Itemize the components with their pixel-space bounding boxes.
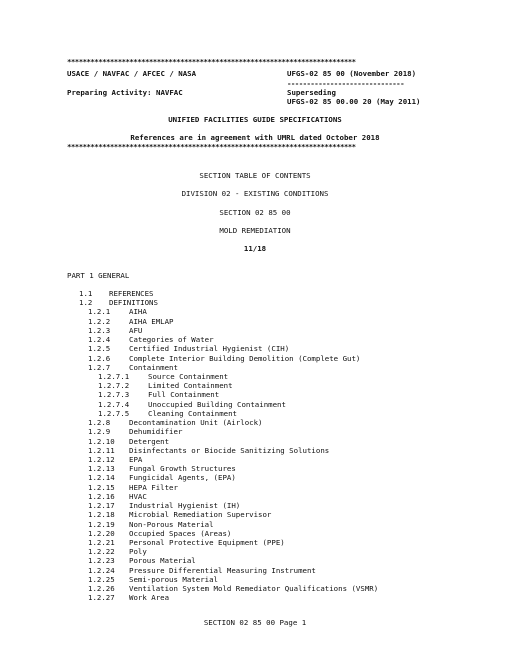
toc-item-number: 1.2.7 bbox=[88, 362, 111, 372]
toc-item-number: 1.2.9 bbox=[88, 427, 111, 437]
toc-item bbox=[98, 409, 237, 418]
toc-item bbox=[88, 556, 196, 565]
toc-item bbox=[88, 317, 174, 326]
toc-item bbox=[88, 492, 147, 501]
toc-item-title: AIHA EMLAP bbox=[129, 316, 174, 326]
page-footer: SECTION 02 85 00 Page 1 bbox=[203, 618, 307, 627]
toc-item-number: 1.2.5 bbox=[88, 344, 111, 354]
toc-item bbox=[88, 363, 178, 372]
toc-item bbox=[88, 520, 214, 529]
toc-item bbox=[88, 529, 231, 538]
toc-item bbox=[88, 455, 142, 464]
toc-item-title: HEPA Filter bbox=[129, 482, 178, 492]
section-heading: SECTION 02 85 00 bbox=[219, 208, 291, 217]
toc-item-number: 1.2.19 bbox=[88, 519, 115, 529]
toc-item bbox=[88, 501, 240, 510]
toc-item-number: 1.2.16 bbox=[88, 491, 115, 501]
toc-item bbox=[88, 584, 378, 593]
toc-item-number: 1.2.11 bbox=[88, 445, 115, 455]
toc-item bbox=[88, 446, 329, 455]
section-name: MOLD REMEDIATION bbox=[219, 226, 291, 235]
toc-item bbox=[88, 418, 263, 427]
toc-item-title: Categories of Water bbox=[129, 335, 214, 345]
toc-item bbox=[79, 298, 158, 307]
toc-item-title: Certified Industrial Hygienist (CIH) bbox=[129, 344, 290, 354]
superseded-spec: UFGS-02 85 00.00 20 (May 2011) bbox=[287, 97, 421, 106]
toc-item bbox=[88, 566, 316, 575]
toc-item-title: Industrial Hygienist (IH) bbox=[129, 501, 241, 511]
toc-item-number: 1.2 bbox=[79, 298, 93, 308]
toc-item-title: Complete Interior Building Demolition (Complete Gut) bbox=[129, 353, 361, 363]
toc-item bbox=[88, 464, 236, 473]
toc-item-number: 1.2.7.3 bbox=[98, 390, 130, 400]
toc-item bbox=[88, 538, 285, 547]
toc-item-title: Semi-porous Material bbox=[129, 574, 218, 584]
toc-item bbox=[88, 437, 169, 446]
toc-item-title: Personal Protective Equipment (PPE) bbox=[129, 537, 285, 547]
toc-item-number: 1.2.26 bbox=[88, 584, 115, 593]
part-heading: PART 1 GENERAL bbox=[67, 271, 130, 280]
toc-item-title: Full Containment bbox=[148, 390, 220, 400]
toc-item bbox=[88, 326, 142, 335]
toc-item-title: Non-Porous Material bbox=[129, 519, 214, 529]
toc-item-title: Pressure Differential Measuring Instrument bbox=[129, 565, 316, 575]
toc-item-number: 1.2.17 bbox=[88, 501, 115, 511]
toc-item-title: Unoccupied Building Containment bbox=[148, 399, 286, 409]
toc-item-title: Decontamination Unit (Airlock) bbox=[129, 418, 263, 428]
toc-item-title: Fungicidal Agents, (EPA) bbox=[129, 473, 236, 483]
toc-item-title: Work Area bbox=[129, 593, 170, 603]
toc-item-title: Occupied Spaces (Areas) bbox=[129, 528, 232, 538]
toc-item bbox=[88, 575, 218, 584]
toc-item-title: Poly bbox=[129, 547, 147, 557]
toc-item-number: 1.2.27 bbox=[88, 593, 115, 603]
toc-item bbox=[88, 483, 178, 492]
toc-item bbox=[79, 289, 154, 298]
spec-number: UFGS-02 85 00 (November 2018) bbox=[287, 69, 417, 78]
toc-item-number: 1.2.6 bbox=[88, 353, 111, 363]
toc-item-title: Porous Material bbox=[129, 556, 196, 566]
toc-item bbox=[88, 354, 360, 363]
toc-item-title: Cleaning Containment bbox=[148, 408, 237, 418]
toc-item bbox=[88, 427, 182, 436]
toc-item-number: 1.2.14 bbox=[88, 473, 115, 483]
toc-item-number: 1.2.7.2 bbox=[98, 381, 130, 391]
header-dash-rule: ------------------------------ bbox=[287, 79, 404, 88]
toc-heading: SECTION TABLE OF CONTENTS bbox=[199, 171, 311, 180]
division-heading: DIVISION 02 - EXISTING CONDITIONS bbox=[181, 189, 329, 198]
toc-item-title: Fungal Growth Structures bbox=[129, 464, 236, 474]
toc-item-title: Ventilation System Mold Remediator Qualifications (VSMR) bbox=[129, 584, 379, 593]
toc-item-title: Disinfectants or Biocide Sanitizing Solutions bbox=[129, 445, 330, 455]
toc-item-title: DEFINITIONS bbox=[109, 298, 158, 308]
toc-item-number: 1.2.21 bbox=[88, 537, 115, 547]
toc-item bbox=[88, 344, 289, 353]
toc-item-number: 1.2.7.1 bbox=[98, 372, 130, 381]
toc-item bbox=[88, 307, 147, 316]
section-date: 11/18 bbox=[243, 244, 267, 253]
toc-item bbox=[88, 593, 169, 602]
toc-item-title: Containment bbox=[129, 362, 178, 372]
toc-item bbox=[98, 400, 286, 409]
toc-item-title: Limited Containment bbox=[148, 381, 233, 391]
toc-item bbox=[98, 381, 233, 390]
toc-item bbox=[98, 390, 219, 399]
document-title: UNIFIED FACILITIES GUIDE SPECIFICATIONS bbox=[168, 115, 342, 124]
toc-item-number: 1.2.25 bbox=[88, 574, 115, 584]
toc-item-title: Detergent bbox=[129, 436, 170, 446]
toc-item-title: EPA bbox=[129, 455, 143, 464]
preparing-activity: Preparing Activity: NAVFAC bbox=[67, 88, 183, 97]
toc-item-title: AIHA bbox=[129, 307, 147, 317]
toc-item bbox=[88, 335, 214, 344]
toc-item-number: 1.2.20 bbox=[88, 528, 115, 538]
toc-item-title: HVAC bbox=[129, 491, 147, 501]
toc-item-title: AFU bbox=[129, 325, 143, 335]
agency-line: USACE / NAVFAC / AFCEC / NASA bbox=[67, 69, 197, 78]
toc-item-title: Microbial Remediation Supervisor bbox=[129, 510, 272, 520]
toc-item bbox=[88, 510, 271, 519]
toc-item-number: 1.2.13 bbox=[88, 464, 115, 474]
toc-item-number: 1.2.8 bbox=[88, 418, 111, 428]
toc-item-number: 1.2.3 bbox=[88, 325, 111, 335]
toc-item-number: 1.2.24 bbox=[88, 565, 115, 575]
toc-item-number: 1.2.7.5 bbox=[98, 408, 130, 418]
toc-item-number: 1.2.10 bbox=[88, 436, 115, 446]
superseding-label: Superseding bbox=[287, 88, 336, 97]
toc-item-number: 1.1 bbox=[79, 289, 93, 298]
toc-item-number: 1.2.7.4 bbox=[98, 399, 130, 409]
toc-item-number: 1.2.15 bbox=[88, 482, 115, 492]
toc-item bbox=[88, 547, 147, 556]
toc-item-title: Dehumidifier bbox=[129, 427, 183, 437]
toc-item-number: 1.2.12 bbox=[88, 455, 115, 464]
toc-item bbox=[98, 372, 228, 381]
toc-item-number: 1.2.18 bbox=[88, 510, 115, 520]
toc-item-title: Source Containment bbox=[148, 372, 229, 381]
references-note: References are in agreement with UMRL dated October 2018 bbox=[130, 133, 380, 142]
bottom-star-rule: ************************************************************************** bbox=[67, 142, 356, 151]
toc-item-number: 1.2.22 bbox=[88, 547, 115, 557]
toc-item-title: REFERENCES bbox=[109, 289, 154, 298]
toc-item-number: 1.2.4 bbox=[88, 335, 111, 345]
toc-item bbox=[88, 473, 236, 482]
toc-item-number: 1.2.1 bbox=[88, 307, 111, 317]
top-star-rule: ************************************************************************** bbox=[67, 57, 356, 66]
toc-item-number: 1.2.23 bbox=[88, 556, 115, 566]
toc-item-number: 1.2.2 bbox=[88, 316, 111, 326]
